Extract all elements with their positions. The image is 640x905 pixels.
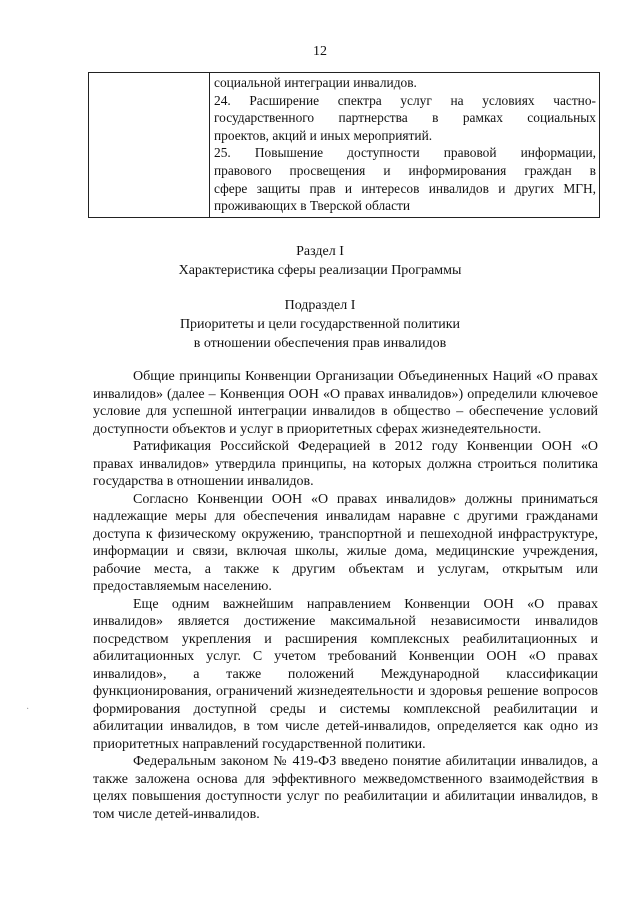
paragraph: Согласно Конвенции ООН «О правах инвалидов» должны приниматься надлежащие меры для обеспечения инвалидам наравне с другими гражданами доступа к физическому окружению, транспортной и пешеходной инфраструктуре, информации и связи, включая школы, жилые дома, медицинские учреждения, рабочие места, а также к другим объектам и услугам, открытым или предоставляемым населению. (93, 491, 598, 594)
scan-margin-mark: · (26, 704, 30, 715)
subsection-label: Подраздел I (284, 298, 356, 313)
paragraph: Еще одним важнейшим направлением Конвенции ООН «О правах инвалидов» является достижение максимальной независимости инвалидов посредством укрепления и расширения комплексных реабилитационных и абилитационных услуг. С учетом требований Конвенции ООН «О правах инвалидов», а также положений Международной классификации функционирования, ограничений жизнедеятельности и здоровья решение вопросов формирования доступной среды и системы комплексной реабилитации и абилитации инвалидов, в том числе детей-инвалидов, определяется как одно из приоритетных направлений государственной политики. (93, 596, 598, 752)
table-cell-empty (89, 73, 210, 218)
table-row (89, 73, 600, 218)
subsection-title-line1: Приоритеты и цели государственной политики (179, 317, 461, 332)
table-line: проживающих в Тверской области (214, 198, 411, 214)
table-line: социальной интеграции инвалидов. (214, 75, 417, 90)
continuation-table (88, 72, 600, 218)
paragraph: Ратификация Российской Федерацией в 2012 году Конвенции ООН «О правах инвалидов» утвердила принципы, на которых должна строиться политика государства в отношении инвалидов. (93, 439, 598, 489)
section-title: Характеристика сферы реализации Программы (178, 263, 462, 278)
table-line: сфере защиты прав и интересов инвалидов и других МГН, (214, 180, 596, 196)
paragraph: Федеральным законом № 419-ФЗ введено понятие абилитации инвалидов, а также заложена основа для эффективного межведомственного взаимодействия в целях повышения доступности услуг по реабилитации и абилитации инвалидов, в том числе детей-инвалидов. (93, 754, 598, 822)
table-line: государственного партнерства в рамках социальных (214, 110, 596, 126)
table-line: правового просвещения и информирования граждан в (214, 162, 596, 178)
paragraph: Общие принципы Конвенции Организации Объединенных Наций «О правах инвалидов» (далее – Конвенция ООН «О правах инвалидов») определили ключевое условие для успешной интеграции инвалидов в общество – обеспечение условий доступности объектов и услуг в приоритетных сферах жизнедеятельности. (93, 369, 598, 437)
subsection-title-line2: в отношении обеспечения прав инвалидов (193, 336, 447, 351)
body-text (93, 368, 598, 823)
section-heading (0, 242, 640, 280)
table-line: проектов, акций и иных мероприятий. (214, 127, 433, 143)
page-number: 12 (313, 44, 327, 59)
table-line: 24. Расширение спектра услуг на условиях частно- (214, 92, 596, 108)
section-label: Раздел I (296, 244, 344, 259)
subsection-heading (0, 296, 640, 353)
table-line: 25. Повышение доступности правовой информации, (214, 145, 596, 161)
table-cell-text (210, 73, 600, 218)
